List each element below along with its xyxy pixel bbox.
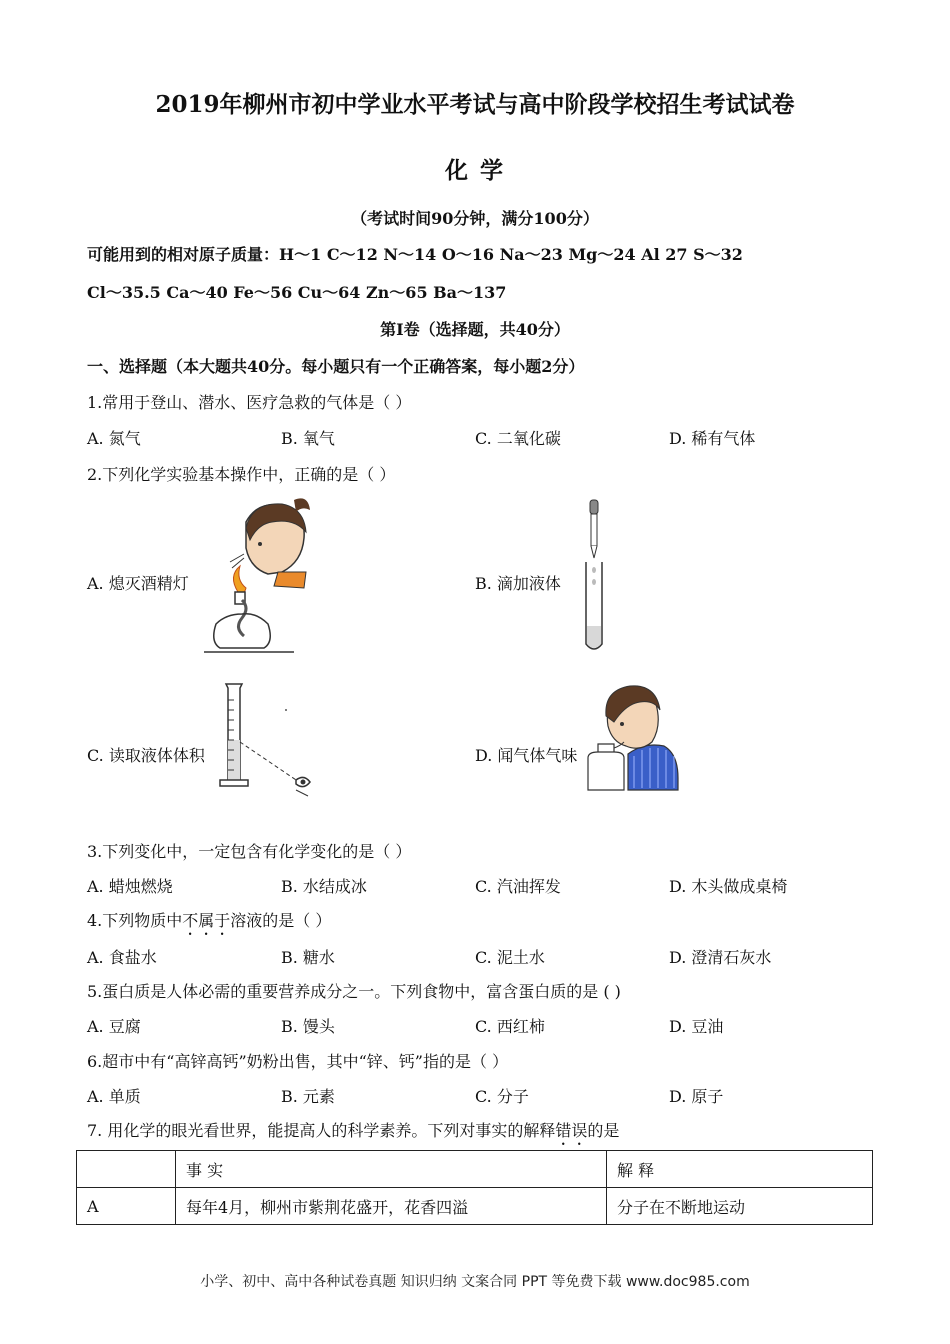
table-header-row	[77, 1151, 873, 1188]
atomic-masses-line1: 可能用到的相对原子质量：H～1 C～12 N～14 O～16 Na～23 Mg～24 Al 27 S～32	[87, 245, 743, 264]
question-5-stem: 5.蛋白质是人体必需的重要营养成分之一。下列食物中，富含蛋白质的是 ( )	[87, 982, 621, 1001]
table-cell-label: A	[77, 1188, 176, 1225]
q3-option-c[interactable]: C. 汽油挥发	[475, 877, 561, 896]
graduated-cylinder-reading-illustration	[212, 680, 322, 802]
question-4-stem	[87, 908, 331, 939]
q7-stem-post: 的是	[587, 1121, 620, 1140]
question-2-stem: 2.下列化学实验基本操作中，正确的是（ ）	[87, 465, 396, 484]
question-6-stem: 6.超市中有“高锌高钙”奶粉出售，其中“锌、钙”指的是（ ）	[87, 1052, 509, 1071]
q6-option-d[interactable]: D. 原子	[669, 1087, 724, 1106]
q4-stem-emphasis: 不属于	[182, 911, 231, 930]
q2-option-b[interactable]: B. 滴加液体	[475, 574, 561, 593]
q2-option-d[interactable]: D. 闻气体气味	[475, 746, 578, 765]
table-cell-explanation: 分子在不断地运动	[607, 1188, 873, 1225]
q7-stem-emphasis: 错误	[555, 1121, 588, 1140]
question-1-stem: 1.常用于登山、潜水、医疗急救的气体是（ ）	[87, 393, 412, 412]
q2-option-a[interactable]: A. 熄灭酒精灯	[87, 574, 189, 593]
q2-option-c[interactable]: C. 读取液体体积	[87, 746, 205, 765]
table-row	[77, 1188, 873, 1225]
q4-stem-post: 溶液的是（ ）	[230, 911, 332, 930]
q1-option-a[interactable]: A. 氮气	[87, 429, 141, 448]
exam-title: 2019年柳州市初中学业水平考试与高中阶段学校招生考试试卷	[155, 91, 795, 118]
table-header-cell	[77, 1151, 176, 1188]
q3-option-d[interactable]: D. 木头做成桌椅	[669, 877, 788, 896]
q1-option-b[interactable]: B. 氧气	[281, 429, 335, 448]
q6-option-c[interactable]: C. 分子	[475, 1087, 529, 1106]
q4-option-a[interactable]: A. 食盐水	[87, 948, 157, 967]
time-note: （考试时间90分钟，满分100分）	[351, 209, 599, 228]
part-title: 第Ⅰ卷（选择题，共40分）	[380, 320, 570, 339]
blowing-out-alcohol-lamp-illustration	[198, 492, 318, 658]
table-header-explanation: 解 释	[607, 1151, 873, 1188]
q4-option-b[interactable]: B. 糖水	[281, 948, 335, 967]
q7-stem-pre: 7. 用化学的眼光看世界，能提高人的科学素养。下列对事实的解释	[87, 1121, 556, 1140]
table-header-fact: 事 实	[176, 1151, 607, 1188]
q4-stem-pre: 4.下列物质中	[87, 911, 183, 930]
subject-title: 化 学	[444, 157, 505, 184]
atomic-masses-line2: Cl～35.5 Ca～40 Fe～56 Cu～64 Zn～65 Ba～137	[87, 283, 507, 302]
page-footer: 小学、初中、高中各种试卷真题 知识归纳 文案合同 PPT 等免费下载 www.doc985.com	[200, 1274, 750, 1290]
smelling-gas-illustration	[584, 682, 680, 792]
q4-option-c[interactable]: C. 泥土水	[475, 948, 545, 967]
q5-option-b[interactable]: B. 馒头	[281, 1017, 335, 1036]
table-cell-fact: 每年4月，柳州市紫荆花盛开，花香四溢	[176, 1188, 607, 1225]
q6-option-b[interactable]: B. 元素	[281, 1087, 335, 1106]
section-title: 一、选择题（本大题共40分。每小题只有一个正确答案，每小题2分）	[87, 357, 585, 376]
q1-option-d[interactable]: D. 稀有气体	[669, 429, 756, 448]
question-7-stem	[87, 1118, 619, 1149]
q3-option-b[interactable]: B. 水结成冰	[281, 877, 367, 896]
q5-option-c[interactable]: C. 西红柿	[475, 1017, 545, 1036]
q7-facts-table	[76, 1150, 873, 1225]
q1-option-c[interactable]: C. 二氧化碳	[475, 429, 561, 448]
q5-option-d[interactable]: D. 豆油	[669, 1017, 724, 1036]
q5-option-a[interactable]: A. 豆腐	[87, 1017, 141, 1036]
q6-option-a[interactable]: A. 单质	[87, 1087, 141, 1106]
question-3-stem: 3.下列变化中，一定包含有化学变化的是（ ）	[87, 842, 412, 861]
q4-option-d[interactable]: D. 澄清石灰水	[669, 948, 772, 967]
dropper-test-tube-illustration	[580, 498, 610, 654]
q3-option-a[interactable]: A. 蜡烛燃烧	[87, 877, 173, 896]
